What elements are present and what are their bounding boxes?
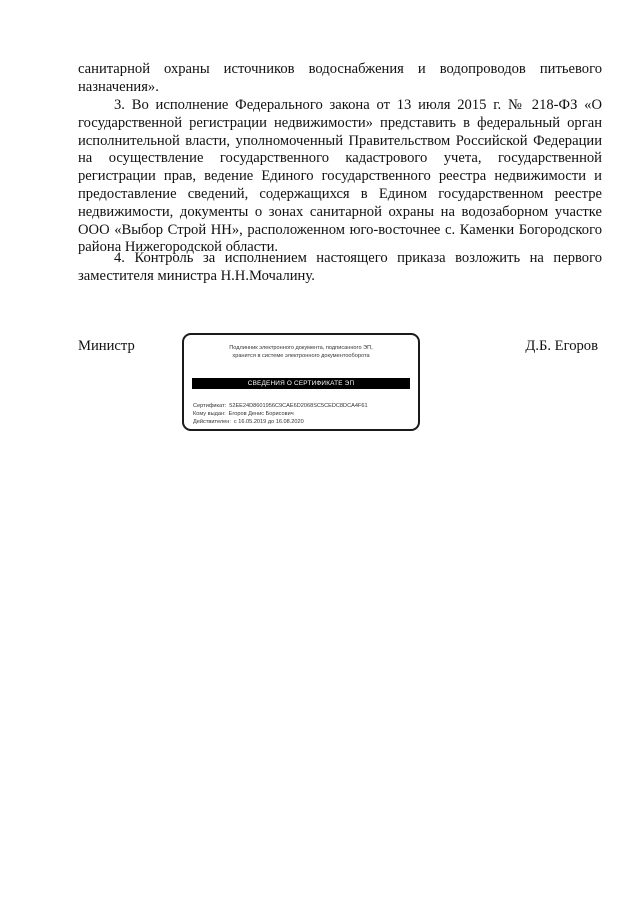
stamp-issued-label: Кому выдан: xyxy=(193,411,226,418)
stamp-cert-value: 52EE24D8601956C9CAE6D2068SC5CEDC8DCA4F61 xyxy=(229,403,368,409)
stamp-issued-row xyxy=(193,410,368,418)
stamp-header-line2: хранится в системе электронного документооборота xyxy=(232,353,370,359)
stamp-valid-row xyxy=(193,418,368,426)
stamp-valid-value: с 16.05.2019 до 16.08.2020 xyxy=(233,419,304,426)
paragraph-4: 4. Контроль за исполнением настоящего приказа возложить на первого заместителя министра Н.Н.Мочалину. xyxy=(78,250,602,284)
stamp-issued-value: Егоров Денис Борисович xyxy=(228,411,294,418)
stamp-header xyxy=(184,344,418,360)
signer-position: Министр xyxy=(78,338,135,354)
paragraph-continuation: санитарной охраны источников водоснабжения и водопроводов питьевого назначения». xyxy=(78,61,602,95)
stamp-valid-label: Действителен: xyxy=(193,419,231,426)
electronic-signature-stamp xyxy=(182,333,420,431)
stamp-cert-row xyxy=(193,402,368,410)
paragraph-3: 3. Во исполнение Федерального закона от 13 июля 2015 г. № 218-ФЗ «О государственной регистрации недвижимости» представить в федеральный орган исполнительной власти, уполномоченный Правительством Российской Федерации на осуществление государственного кадастрового учета, государственной регистрации прав, ведение Единого государственного реестра недвижимости и предоставление сведений, содержащихся в Едином государственном реестре недвижимости, документы о зонах санитарной охраны на водозаборном участке ООО «Выбор Строй НН», расположенном юго-восточнее с. Каменки Богородского района Нижегородской области. xyxy=(78,97,602,256)
signer-name: Д.Б. Егоров xyxy=(525,338,598,354)
stamp-details xyxy=(193,402,368,427)
stamp-cert-label: Сертификат: xyxy=(193,403,227,409)
stamp-header-line1: Подлинник электронного документа, подписанного ЭП, xyxy=(229,345,373,351)
stamp-title: СВЕДЕНИЯ О СЕРТИФИКАТЕ ЭП xyxy=(192,378,410,389)
